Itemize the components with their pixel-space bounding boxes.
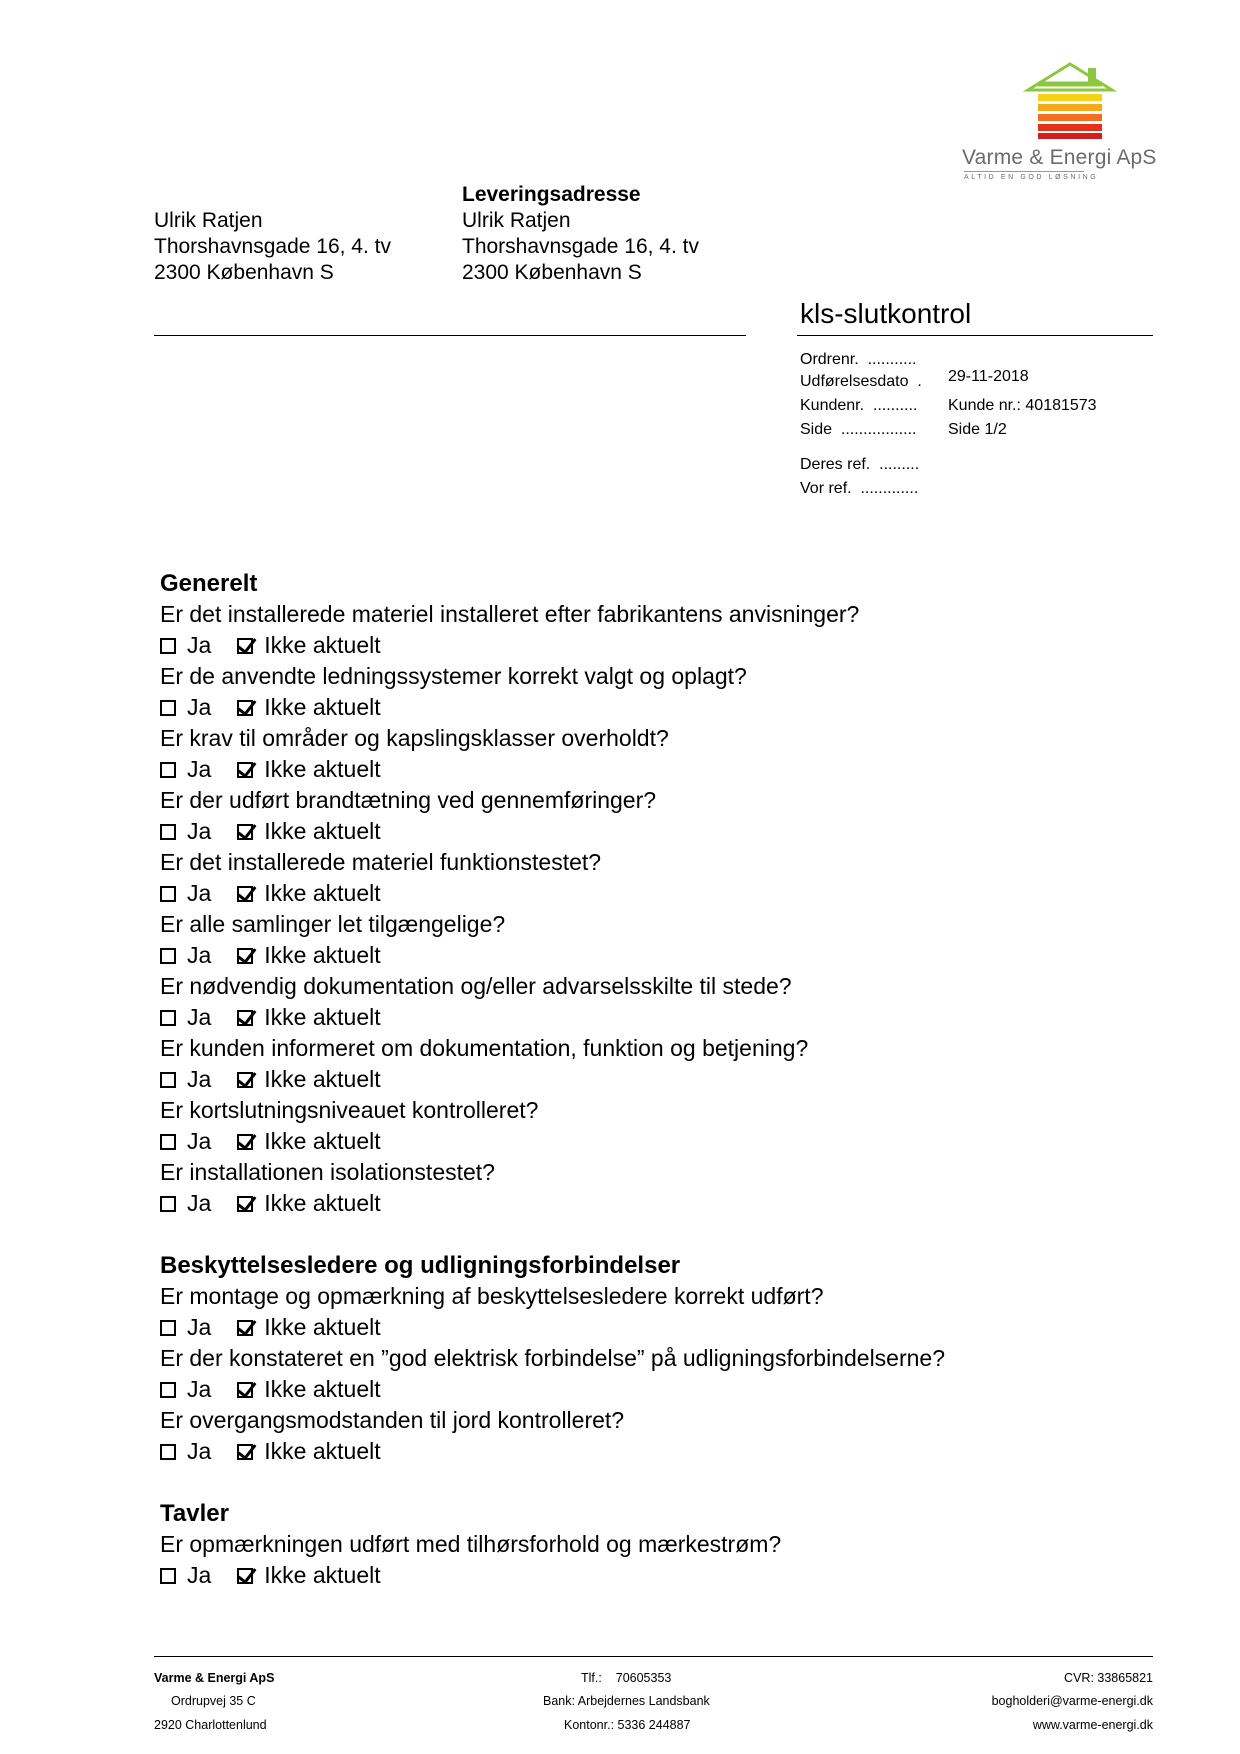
footer-cvr: CVR: 33865821 bbox=[1064, 1671, 1153, 1685]
question-text: Er alle samlinger let tilgængelige? bbox=[160, 911, 506, 937]
delivery-address bbox=[462, 182, 699, 286]
not-applicable-label: Ikke aktuelt bbox=[264, 1376, 381, 1402]
not-applicable-checkbox[interactable] bbox=[237, 1134, 253, 1150]
not-applicable-label: Ikke aktuelt bbox=[264, 880, 381, 906]
answer-options bbox=[160, 1126, 1160, 1157]
delivery-street: Thorshavnsgade 16, 4. tv bbox=[462, 235, 699, 258]
yes-checkbox[interactable] bbox=[160, 1568, 176, 1584]
order-number-label: Ordrenr. ........... bbox=[800, 351, 917, 368]
yes-checkbox[interactable] bbox=[160, 948, 176, 964]
footer-website[interactable]: www.varme-energi.dk bbox=[1032, 1718, 1153, 1732]
execution-date-value: 29-11-2018 bbox=[948, 368, 1029, 385]
yes-checkbox[interactable] bbox=[160, 1320, 176, 1336]
question-text: Er der udført brandtætning ved gennemføringer? bbox=[160, 787, 657, 813]
yes-checkbox[interactable] bbox=[160, 1072, 176, 1088]
not-applicable-checkbox[interactable] bbox=[237, 1444, 253, 1460]
section-heading: Beskyttelsesledere og udligningsforbindelser bbox=[160, 1252, 681, 1279]
not-applicable-checkbox[interactable] bbox=[237, 762, 253, 778]
footer-company: Varme & Energi ApS bbox=[154, 1671, 275, 1685]
not-applicable-checkbox[interactable] bbox=[237, 886, 253, 902]
yes-label: Ja bbox=[187, 1066, 212, 1092]
yes-label: Ja bbox=[187, 1314, 212, 1340]
not-applicable-label: Ikke aktuelt bbox=[264, 632, 381, 658]
yes-checkbox[interactable] bbox=[160, 1196, 176, 1212]
not-applicable-label: Ikke aktuelt bbox=[264, 818, 381, 844]
yes-checkbox[interactable] bbox=[160, 638, 176, 654]
yes-label: Ja bbox=[187, 632, 212, 658]
not-applicable-label: Ikke aktuelt bbox=[264, 1438, 381, 1464]
customer-street: Thorshavnsgade 16, 4. tv bbox=[154, 235, 391, 258]
delivery-city: 2300 København S bbox=[462, 261, 642, 284]
yes-checkbox[interactable] bbox=[160, 700, 176, 716]
question-text: Er de anvendte ledningssystemer korrekt valgt og oplagt? bbox=[160, 663, 747, 689]
answer-options bbox=[160, 816, 1160, 847]
question-text: Er kunden informeret om dokumentation, funktion og betjening? bbox=[160, 1035, 809, 1061]
question-text: Er opmærkningen udført med tilhørsforhold og mærkestrøm? bbox=[160, 1531, 782, 1557]
question-text: Er det installerede materiel funktionstestet? bbox=[160, 849, 602, 875]
delivery-heading: Leveringsadresse bbox=[462, 183, 641, 206]
footer-phone: Tlf.: 70605353 bbox=[581, 1671, 672, 1685]
section-spacer bbox=[160, 1219, 1160, 1250]
not-applicable-checkbox[interactable] bbox=[237, 1382, 253, 1398]
question-text: Er nødvendig dokumentation og/eller advarselsskilte til stede? bbox=[160, 973, 792, 999]
footer-account: Kontonr.: 5336 244887 bbox=[564, 1718, 691, 1732]
footer-street: Ordrupvej 35 C bbox=[171, 1694, 256, 1708]
answer-options bbox=[160, 1064, 1160, 1095]
yes-label: Ja bbox=[187, 1004, 212, 1030]
answer-options bbox=[160, 940, 1160, 971]
page-label: Side ................. bbox=[800, 421, 917, 438]
answer-options bbox=[160, 1436, 1160, 1467]
answer-options bbox=[160, 1560, 1160, 1591]
not-applicable-label: Ikke aktuelt bbox=[264, 1190, 381, 1216]
company-tagline: ALTID EN GOD LØSNING bbox=[964, 174, 1099, 181]
yes-label: Ja bbox=[187, 1190, 212, 1216]
yes-label: Ja bbox=[187, 694, 212, 720]
document-title: kls-slutkontrol bbox=[800, 298, 972, 329]
footer-bank: Bank: Arbejdernes Landsbank bbox=[543, 1694, 710, 1708]
yes-label: Ja bbox=[187, 1128, 212, 1154]
not-applicable-checkbox[interactable] bbox=[237, 1196, 253, 1212]
customer-city: 2300 København S bbox=[154, 261, 334, 284]
question-text: Er installationen isolationstestet? bbox=[160, 1159, 495, 1185]
yes-checkbox[interactable] bbox=[160, 762, 176, 778]
answer-options bbox=[160, 1312, 1160, 1343]
customer-name: Ulrik Ratjen bbox=[154, 209, 263, 232]
yes-checkbox[interactable] bbox=[160, 886, 176, 902]
question-text: Er der konstateret en ”god elektrisk forbindelse” på udligningsforbindelserne? bbox=[160, 1345, 946, 1371]
yes-label: Ja bbox=[187, 880, 212, 906]
section-heading: Generelt bbox=[160, 570, 258, 597]
not-applicable-label: Ikke aktuelt bbox=[264, 1562, 381, 1588]
not-applicable-label: Ikke aktuelt bbox=[264, 1004, 381, 1030]
title-divider bbox=[797, 335, 1153, 336]
yes-checkbox[interactable] bbox=[160, 1444, 176, 1460]
company-logo-icon bbox=[1020, 62, 1120, 140]
yes-label: Ja bbox=[187, 1438, 212, 1464]
page-value: Side 1/2 bbox=[948, 421, 1007, 438]
yes-checkbox[interactable] bbox=[160, 824, 176, 840]
question-text: Er overgangsmodstanden til jord kontrolleret? bbox=[160, 1407, 625, 1433]
not-applicable-checkbox[interactable] bbox=[237, 638, 253, 654]
footer-city: 2920 Charlottenlund bbox=[154, 1718, 267, 1732]
company-name: Varme & Energi ApS bbox=[962, 146, 1157, 169]
not-applicable-label: Ikke aktuelt bbox=[264, 694, 381, 720]
their-ref-label: Deres ref. ......... bbox=[800, 456, 920, 473]
not-applicable-label: Ikke aktuelt bbox=[264, 1066, 381, 1092]
yes-label: Ja bbox=[187, 1376, 212, 1402]
not-applicable-checkbox[interactable] bbox=[237, 700, 253, 716]
execution-date-label: Udførelsesdato . bbox=[800, 373, 922, 390]
yes-checkbox[interactable] bbox=[160, 1382, 176, 1398]
not-applicable-label: Ikke aktuelt bbox=[264, 1128, 381, 1154]
section-spacer bbox=[160, 1467, 1160, 1498]
checklist bbox=[160, 568, 1160, 1591]
not-applicable-checkbox[interactable] bbox=[237, 824, 253, 840]
question-text: Er kortslutningsniveauet kontrolleret? bbox=[160, 1097, 539, 1123]
yes-label: Ja bbox=[187, 942, 212, 968]
yes-checkbox[interactable] bbox=[160, 1134, 176, 1150]
question-text: Er krav til områder og kapslingsklasser overholdt? bbox=[160, 725, 669, 751]
question-text: Er montage og opmærkning af beskyttelsesledere korrekt udført? bbox=[160, 1283, 824, 1309]
answer-options bbox=[160, 1374, 1160, 1405]
not-applicable-label: Ikke aktuelt bbox=[264, 942, 381, 968]
not-applicable-checkbox[interactable] bbox=[237, 1010, 253, 1026]
customer-address bbox=[154, 208, 391, 286]
answer-options bbox=[160, 878, 1160, 909]
not-applicable-checkbox[interactable] bbox=[237, 948, 253, 964]
yes-checkbox[interactable] bbox=[160, 1010, 176, 1026]
answer-options bbox=[160, 1002, 1160, 1033]
section-heading: Tavler bbox=[160, 1500, 229, 1527]
address-divider bbox=[154, 335, 746, 336]
footer-divider bbox=[154, 1656, 1153, 1657]
answer-options bbox=[160, 754, 1160, 785]
yes-label: Ja bbox=[187, 818, 212, 844]
not-applicable-checkbox[interactable] bbox=[237, 1320, 253, 1336]
delivery-name: Ulrik Ratjen bbox=[462, 209, 571, 232]
our-ref-label: Vor ref. ............. bbox=[800, 480, 919, 497]
not-applicable-label: Ikke aktuelt bbox=[264, 756, 381, 782]
not-applicable-label: Ikke aktuelt bbox=[264, 1314, 381, 1340]
customer-number-value: Kunde nr.: 40181573 bbox=[948, 397, 1097, 414]
answer-options bbox=[160, 692, 1160, 723]
yes-label: Ja bbox=[187, 756, 212, 782]
answer-options bbox=[160, 1188, 1160, 1219]
not-applicable-checkbox[interactable] bbox=[237, 1568, 253, 1584]
footer-email[interactable]: bogholderi@varme-energi.dk bbox=[991, 1694, 1153, 1708]
answer-options bbox=[160, 630, 1160, 661]
question-text: Er det installerede materiel installeret efter fabrikantens anvisninger? bbox=[160, 601, 860, 627]
yes-label: Ja bbox=[187, 1562, 212, 1588]
not-applicable-checkbox[interactable] bbox=[237, 1072, 253, 1088]
customer-number-label: Kundenr. .......... bbox=[800, 397, 918, 414]
